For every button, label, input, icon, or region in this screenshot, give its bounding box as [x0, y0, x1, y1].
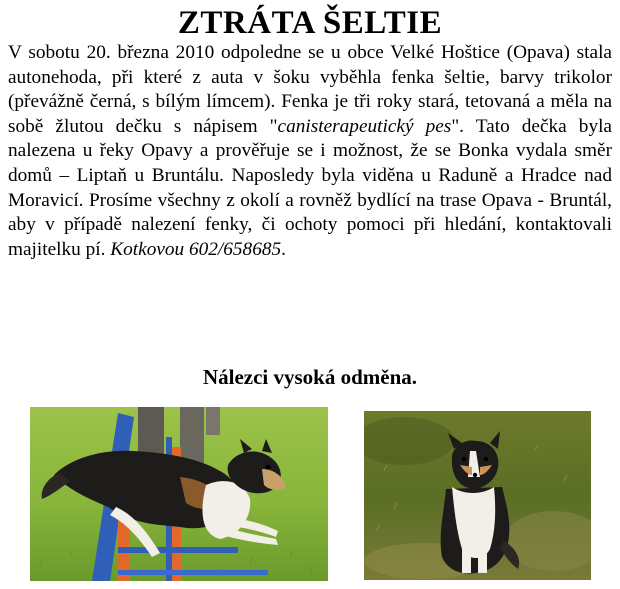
- reward-notice: Nálezci vysoká odměna.: [202, 365, 418, 389]
- paragraph-part-2: ". Tato dečka byla nalezena u řeky Opavy a prověřuje se i možnost, že se Bonka vydala směr domů – Liptaň u Bruntálu. Naposledy byla viděna u Raduně a Hradce nad Moravicí. Prosíme všechny z okolí a rovněž bydlící na trase Opava - Bruntál, aby v případě nalezení fenky, či ochoty pomoci při hledání, kontaktovali majitelku pí.: [8, 115, 612, 260]
- poster-title: ZTRÁTA ŠELTIE: [177, 5, 443, 41]
- owner-contact: Kotkovou 602/658685: [110, 238, 282, 260]
- poster-paragraph: [8, 41, 612, 262]
- dog-coat-inscription: canisterapeutický pes: [277, 115, 452, 137]
- paragraph-part-3: .: [281, 238, 286, 260]
- photo-dog-jumping: [30, 407, 328, 581]
- paragraph-part-1: V sobotu 20. března 2010 odpoledne se u obce Velké Hoštice (Opava) stala autonehoda, při které z auta v šoku vyběhla fenka šeltie, barvy trikolor (převážně černá, s bílým límcem). Fenka je tři roky stará, tetovaná a měla na sobě žlutou dečku s nápisem ": [8, 42, 612, 137]
- photo-dog-sitting: [364, 411, 591, 580]
- dog-jumping-illustration: [30, 407, 328, 581]
- dog-sitting-illustration: [364, 411, 591, 580]
